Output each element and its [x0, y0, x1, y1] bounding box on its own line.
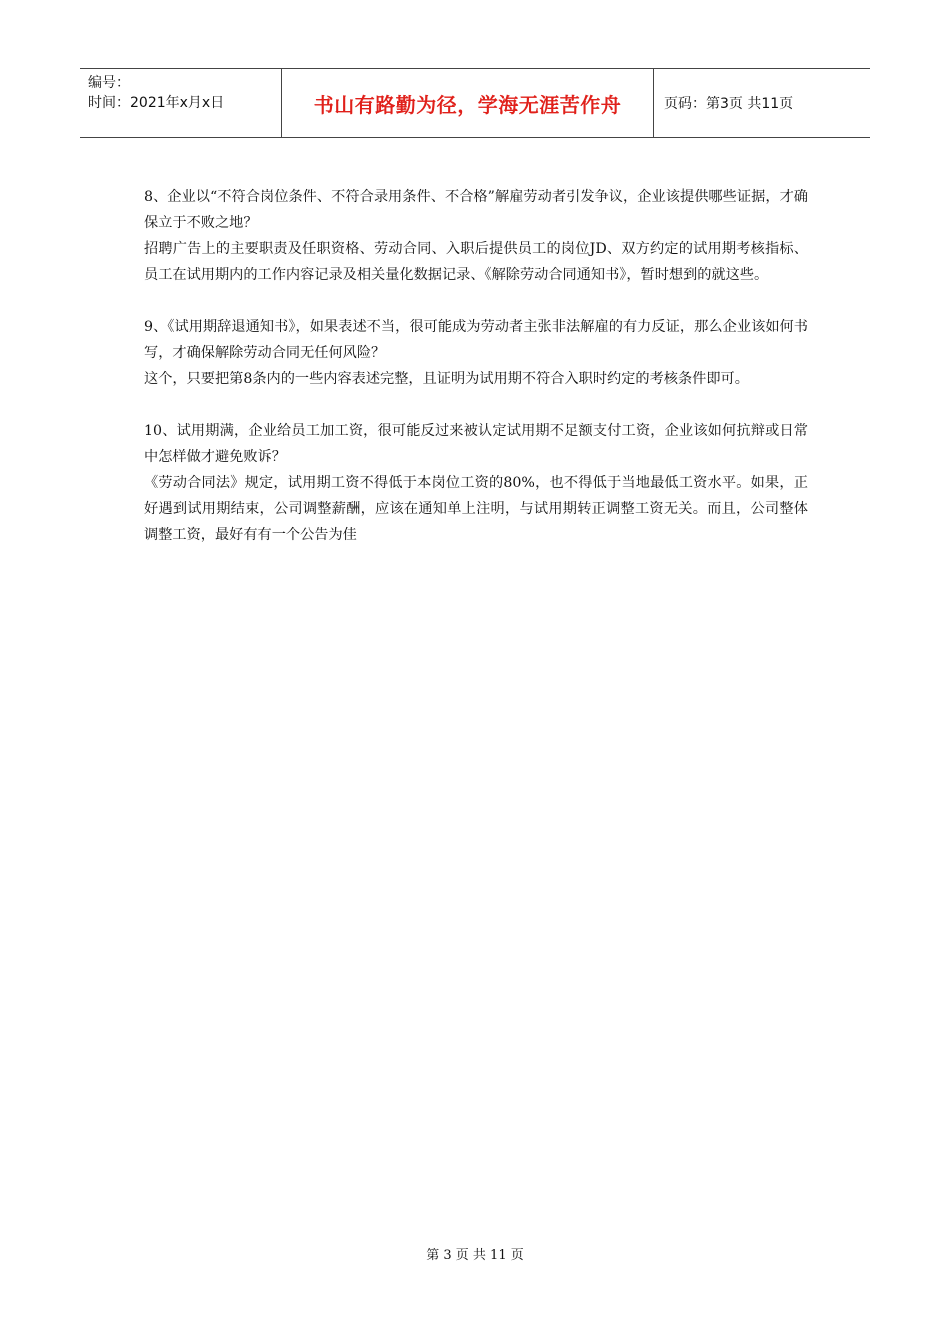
qa-item-8 [144, 184, 808, 288]
question-text: 8、企业以“不符合岗位条件、不符合录用条件、不合格”解雇劳动者引发争议，企业该提供哪些证据，才确保立于不败之地？ [144, 189, 808, 231]
footer-page-number: 第 3 页 共 11 页 [426, 1248, 524, 1263]
motto-text: 书山有路勤为径，学海无涯苦作舟 [313, 92, 622, 117]
header-page-cell [654, 69, 870, 137]
qa-item-9 [144, 314, 808, 392]
question-text: 9、《试用期辞退通知书》，如果表述不当，很可能成为劳动者主张非法解雇的有力反证，那么企业该如何书写，才确保解除劳动合同无任何风险？ [144, 319, 808, 361]
header-motto-cell [282, 69, 654, 137]
question-text: 10、试用期满，企业给员工加工资，很可能反过来被认定试用期不足额支付工资，企业该如何抗辩或日常中怎样做才避免败诉？ [144, 423, 808, 465]
answer-text: 招聘广告上的主要职责及任职资格、劳动合同、入职后提供员工的岗位JD、双方约定的试用期考核指标、员工在试用期内的工作内容记录及相关量化数据记录、《解除劳动合同通知书》，暂时想到的就这些。 [144, 241, 808, 283]
page-header [80, 68, 870, 138]
page-info: 页码：第3页 共11页 [664, 96, 794, 112]
qa-item-10 [144, 418, 808, 548]
answer-text: 这个，只要把第8条内的一些内容表述完整，且证明为试用期不符合入职时约定的考核条件即可。 [144, 371, 749, 387]
document-body [144, 184, 808, 574]
number-label: 编号： [88, 75, 130, 91]
header-meta-cell [80, 69, 282, 137]
page-footer [0, 1244, 950, 1263]
date-text: 时间：2021年x月x日 [88, 95, 225, 111]
answer-text: 《劳动合同法》规定，试用期工资不得低于本岗位工资的80%，也不得低于当地最低工资水平。如果，正好遇到试用期结束，公司调整薪酬，应该在通知单上注明，与试用期转正调整工资无关。而且，公司整体调整工资，最好有有一个公告为佳 [144, 475, 808, 543]
